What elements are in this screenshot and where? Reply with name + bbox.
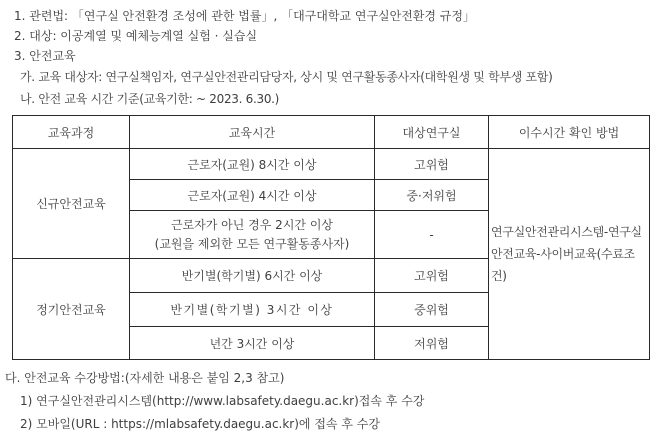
time-cell: 근로자(교원) 4시간 이상 — [130, 180, 375, 211]
target-line: 2. 대상: 이공계열 및 예체능계열 실험 · 실습실 — [14, 29, 258, 43]
lab-risk-cell: - — [375, 211, 489, 259]
lab-risk-cell: 중위험 — [375, 293, 489, 327]
course-cell-regular-education: 정기안전교육 — [13, 259, 130, 360]
education-target-line: 가. 교육 대상자: 연구실책임자, 연구실안전관리담당자, 상시 및 연구활동종사자(대학원생 및 학부생 포함) — [20, 70, 553, 84]
course-registration-method-line: 다. 안전교육 수강방법:(자세한 내용은 붙임 2,3 참고) — [5, 371, 285, 385]
related-law-line: 1. 관련법: 「연구실 안전환경 조성에 관한 법률」, 「대구대학교 연구실안전환경 규정」 — [14, 9, 475, 23]
lab-risk-cell: 중·저위험 — [375, 180, 489, 211]
lab-risk-cell: 고위험 — [375, 259, 489, 293]
registration-method-mobile-line: 2) 모바일(URL : https://mlabsafety.daegu.ac.kr)에 접속 후 수강 — [20, 417, 380, 431]
intro-section — [0, 0, 671, 110]
time-cell: 년간 3시간 이상 — [130, 327, 375, 360]
table-header-row — [13, 116, 650, 149]
outro-section — [0, 367, 671, 436]
time-cell-line1: 근로자가 아닌 경우 2시간 이상 — [171, 217, 333, 232]
col-header-time: 교육시간 — [130, 116, 375, 149]
method-cell: 연구실안전관리시스템-연구실 안전교육-사이버교육(수료조건) — [489, 149, 650, 360]
registration-method-web-line: 1) 연구실안전관리시스템(http://www.labsafety.daegu.ac.kr)접속 후 수강 — [20, 394, 425, 408]
time-cell: 반기별(학기별) 3시간 이상 — [130, 293, 375, 327]
education-time-table — [12, 115, 650, 360]
time-cell: 근로자(교원) 8시간 이상 — [130, 149, 375, 180]
time-cell: 반기별(학기별) 6시간 이상 — [130, 259, 375, 293]
table-row — [13, 149, 650, 180]
education-time-standard-line: 나. 안전 교육 시간 기준(교육기한: ~ 2023. 6.30.) — [20, 92, 280, 106]
lab-risk-cell: 고위험 — [375, 149, 489, 180]
course-cell-new-education: 신규안전교육 — [13, 149, 130, 259]
time-cell-line2: (교원을 제외한 모든 연구활동종사자) — [154, 236, 350, 251]
col-header-method: 이수시간 확인 방법 — [489, 116, 650, 149]
safety-education-heading: 3. 안전교육 — [14, 49, 76, 63]
lab-risk-cell: 저위험 — [375, 327, 489, 360]
time-cell — [130, 211, 375, 259]
col-header-course: 교육과정 — [13, 116, 130, 149]
col-header-lab: 대상연구실 — [375, 116, 489, 149]
